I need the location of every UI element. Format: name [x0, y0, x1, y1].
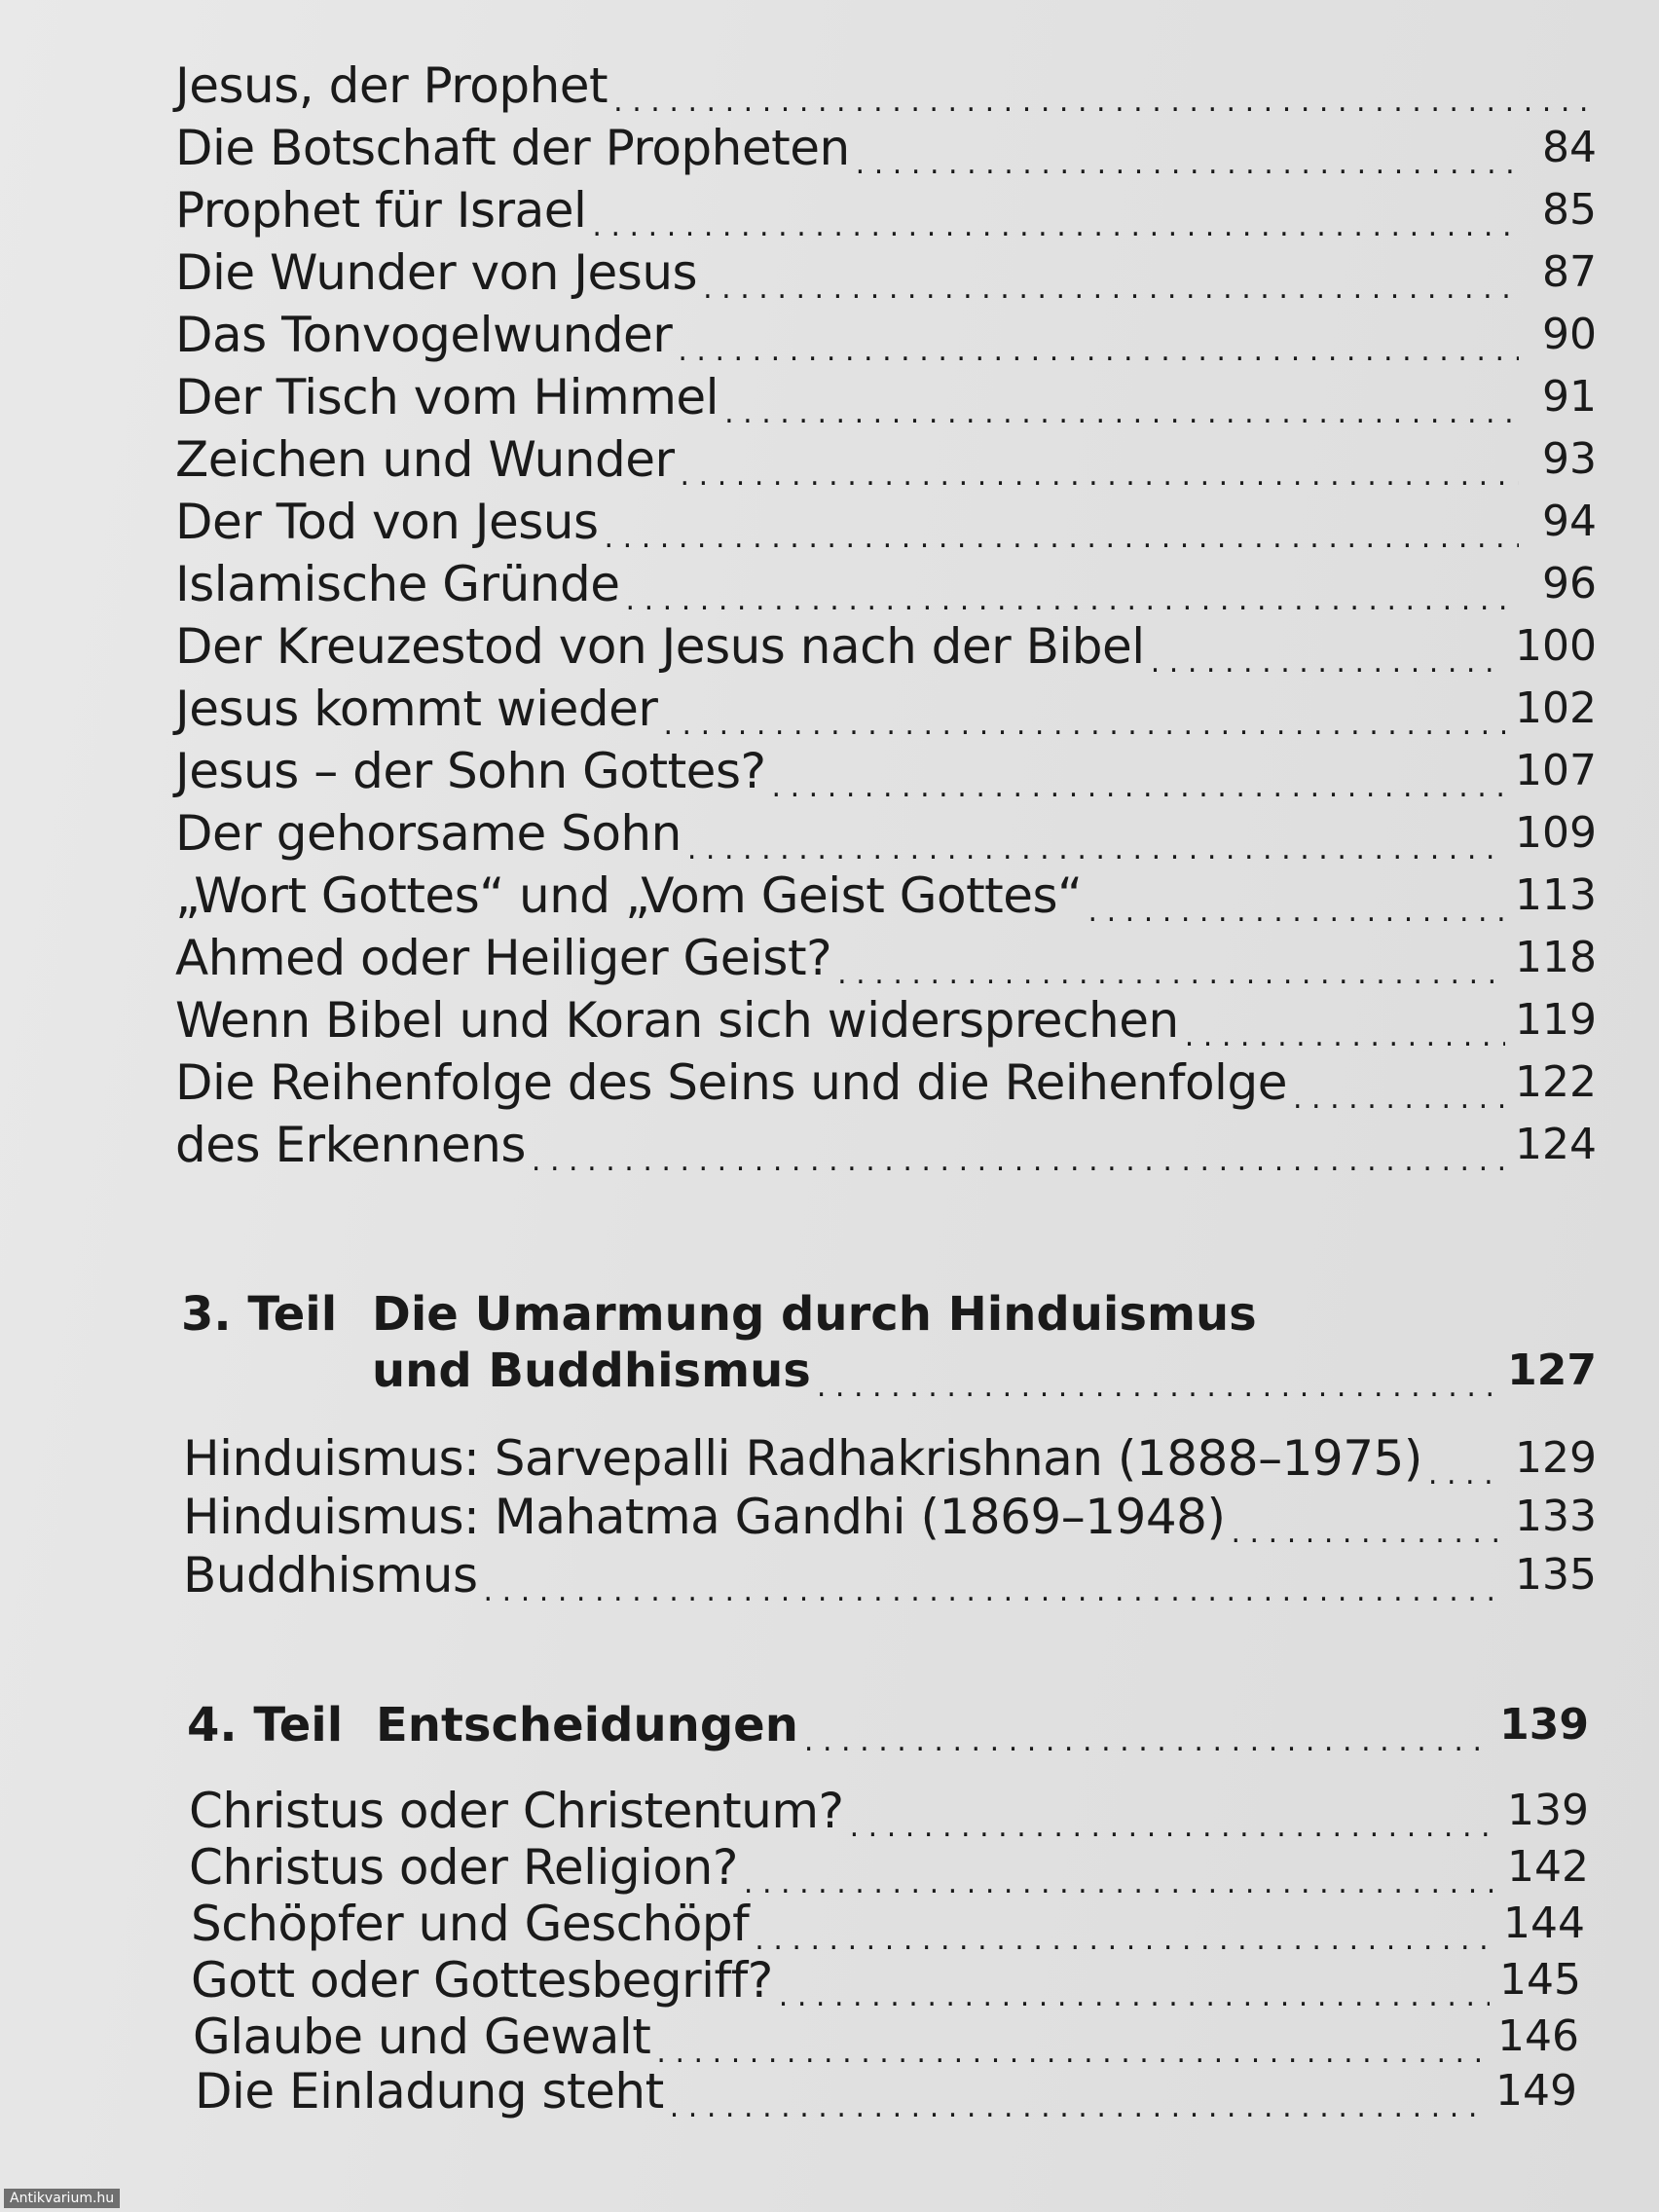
part4-label: 4. Teil [187, 1698, 344, 1752]
dot-leader [1185, 989, 1505, 1051]
part4-title: Entscheidungen [376, 1698, 798, 1752]
toc-entry-page: 146 [1497, 2011, 1579, 2061]
toc-entry-title: Das Tonvogelwunder [175, 307, 673, 363]
toc-entry-title: Die Einladung steht [195, 2063, 664, 2120]
toc-entry-title: Die Botschaft der Propheten [175, 120, 850, 176]
toc-entry-page: 139 [1507, 1786, 1589, 1835]
dot-leader [1088, 865, 1506, 927]
dot-leader [626, 553, 1520, 615]
toc-entry-title: „Wort Gottes“ und „Vom Geist Gottes“ [175, 867, 1083, 924]
toc-entry-title: Ahmed oder Heiliger Geist? [175, 930, 832, 986]
part3-heading-entry[interactable] [372, 1340, 1597, 1402]
dot-leader [1231, 1486, 1505, 1548]
toc-entry[interactable] [189, 1780, 1589, 1842]
dot-leader [804, 1694, 1490, 1756]
toc-entry-title: Der Tod von Jesus [175, 494, 599, 550]
toc-entry-page: 85 [1542, 185, 1597, 235]
toc-entry-title: Die Wunder von Jesus [175, 244, 698, 301]
toc-entry-title: Glaube und Gewalt [193, 2009, 651, 2065]
dot-leader [656, 2006, 1488, 2068]
toc-entry[interactable] [175, 1051, 1597, 1114]
toc-entry[interactable] [183, 1427, 1597, 1490]
toc-entry-title: Gott oder Gottesbegriff? [191, 1952, 773, 2009]
dot-leader [1428, 1427, 1505, 1490]
toc-entry[interactable] [175, 366, 1597, 428]
toc-entry[interactable] [183, 1486, 1597, 1548]
toc-entry[interactable] [183, 1544, 1597, 1606]
toc-entry[interactable] [175, 678, 1597, 740]
dot-leader [1151, 615, 1505, 678]
toc-entry-title: Christus oder Religion? [189, 1839, 738, 1896]
dot-leader [484, 1544, 1505, 1606]
toc-entry-page: 102 [1515, 683, 1597, 733]
toc-entry-title: Jesus kommt wieder [175, 681, 658, 737]
toc-entry[interactable] [175, 989, 1597, 1051]
toc-entry[interactable] [175, 117, 1597, 179]
toc-entry[interactable] [175, 304, 1597, 366]
dot-leader [532, 1114, 1505, 1176]
toc-entry[interactable] [175, 179, 1597, 241]
dot-leader [687, 802, 1505, 865]
toc-entry-page: 124 [1515, 1120, 1597, 1169]
toc-entry-title: Die Reihenfolge des Seins und die Reihenfolge [175, 1054, 1287, 1111]
toc-entry[interactable] [191, 1949, 1581, 2011]
toc-entry-page: 113 [1515, 870, 1597, 920]
toc-entry-title: Der gehorsame Sohn [175, 805, 682, 862]
toc-entry-page: 109 [1515, 808, 1597, 858]
part4-heading-entry[interactable] [376, 1694, 1589, 1756]
toc-entry-page: 118 [1515, 933, 1597, 982]
part4-page: 139 [1499, 1700, 1589, 1750]
toc-entry-page: 135 [1515, 1550, 1597, 1600]
watermark: Antikvarium.hu [4, 2189, 120, 2208]
toc-entry-title: Hinduismus: Sarvepalli Radhakrishnan (1888–1975) [183, 1430, 1422, 1487]
toc-entry-page: 90 [1542, 310, 1597, 359]
toc-entry[interactable] [175, 553, 1597, 615]
dot-leader [663, 678, 1505, 740]
toc-entry-title: Christus oder Christentum? [189, 1783, 844, 1839]
toc-entry-title: Buddhismus [183, 1547, 478, 1604]
toc-entry[interactable] [175, 927, 1597, 989]
dot-leader [1293, 1051, 1505, 1114]
part3-title-line1: Die Umarmung durch Hinduismus [372, 1287, 1257, 1342]
dot-leader [724, 366, 1519, 428]
toc-entry-page: 122 [1515, 1057, 1597, 1107]
toc-entry-page: 94 [1542, 497, 1597, 546]
toc-entry[interactable] [175, 802, 1597, 865]
toc-entry[interactable] [175, 491, 1597, 553]
toc-entry-title: Zeichen und Wunder [175, 431, 675, 488]
dot-leader [592, 179, 1519, 241]
dot-leader [850, 1780, 1497, 1842]
toc-entry-page: 142 [1507, 1842, 1589, 1892]
toc-entry-title: Wenn Bibel und Koran sich widersprechen [175, 992, 1179, 1049]
toc-entry[interactable] [195, 2060, 1577, 2122]
toc-entry-page: 93 [1542, 434, 1597, 484]
dot-leader [670, 2060, 1486, 2122]
toc-entry-title: Islamische Gründe [175, 556, 620, 612]
dot-leader [755, 1893, 1493, 1955]
toc-entry-page: 119 [1515, 995, 1597, 1045]
toc-entry-title: des Erkennens [175, 1117, 526, 1173]
toc-entry-title: Jesus – der Sohn Gottes? [175, 743, 766, 799]
toc-entry-page: 129 [1515, 1433, 1597, 1483]
toc-entry[interactable] [175, 1114, 1597, 1176]
part3-title-line2: und Buddhismus [372, 1344, 811, 1398]
toc-entry-page: 87 [1542, 247, 1597, 297]
dot-leader [681, 428, 1519, 491]
dot-leader [772, 740, 1505, 802]
toc-entry-title: Hinduismus: Mahatma Gandhi (1869–1948) [183, 1489, 1226, 1545]
part3-page: 127 [1507, 1346, 1597, 1395]
toc-entry-page: 145 [1499, 1955, 1581, 2005]
toc-entry-title: Jesus, der Prophet [175, 57, 608, 114]
dot-leader [613, 55, 1587, 117]
toc-entry[interactable] [175, 55, 1597, 117]
part3-label: 3. Teil [181, 1287, 338, 1342]
toc-entry[interactable] [189, 1836, 1589, 1899]
dot-leader [779, 1949, 1490, 2011]
toc-entry-page: 84 [1542, 123, 1597, 172]
toc-entry-page: 149 [1495, 2066, 1577, 2116]
toc-entry[interactable] [175, 865, 1597, 927]
toc-entry[interactable] [175, 615, 1597, 678]
toc-entry[interactable] [191, 1893, 1585, 1955]
dot-leader [837, 927, 1505, 989]
toc-entry-page: 100 [1515, 621, 1597, 671]
toc-entry-page: 133 [1515, 1492, 1597, 1541]
toc-entry-page: 144 [1503, 1899, 1585, 1948]
dot-leader [605, 491, 1519, 553]
toc-entry[interactable] [175, 241, 1597, 304]
toc-entry-title: Prophet für Israel [175, 182, 587, 239]
dot-leader [817, 1340, 1497, 1402]
toc-entry[interactable] [175, 740, 1597, 802]
dot-leader [678, 304, 1519, 366]
toc-entry[interactable] [175, 428, 1597, 491]
toc-entry[interactable] [193, 2006, 1579, 2068]
toc-entry-page: 107 [1515, 746, 1597, 795]
dot-leader [856, 117, 1519, 179]
dot-leader [744, 1836, 1497, 1899]
toc-entry-page: 96 [1542, 559, 1597, 608]
toc-entry-title: Der Kreuzestod von Jesus nach der Bibel [175, 618, 1145, 675]
toc-entry-page: 91 [1542, 372, 1597, 422]
toc-entry-title: Der Tisch vom Himmel [175, 369, 719, 425]
toc-entry-title: Schöpfer und Geschöpf [191, 1896, 750, 1952]
dot-leader [703, 241, 1519, 304]
